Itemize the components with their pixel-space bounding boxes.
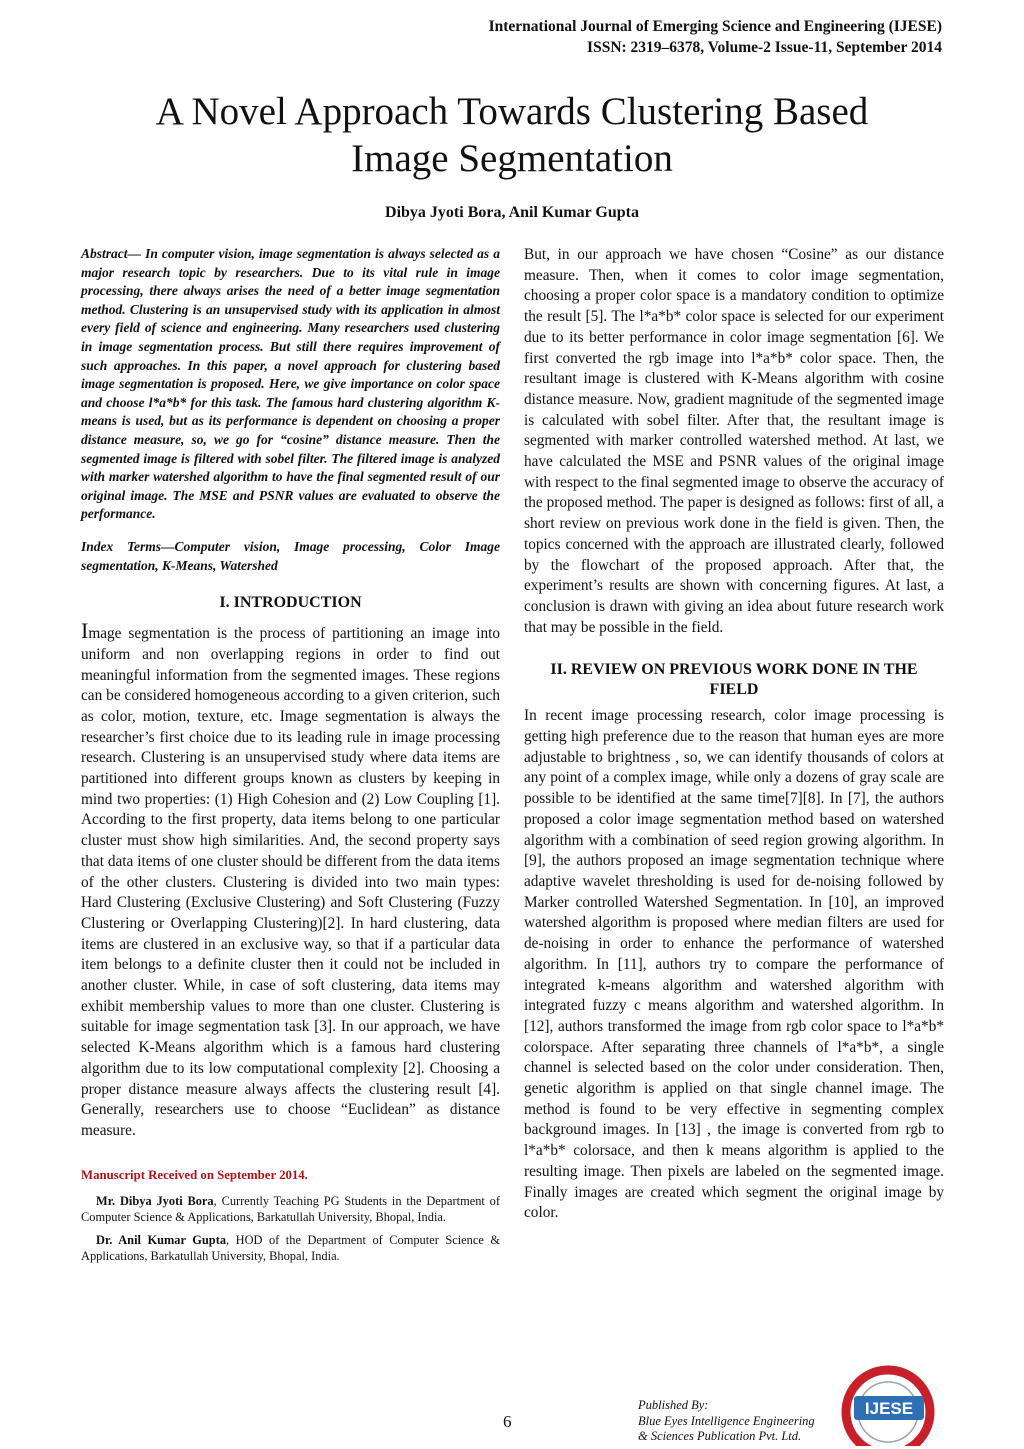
left-column bbox=[81, 245, 500, 1271]
section-1-body bbox=[81, 618, 500, 1142]
publisher-line-1: Blue Eyes Intelligence Engineering bbox=[638, 1413, 815, 1428]
author-2-affiliation: , HOD of the Department of Computer Science & Applications, Barkatullah University, Bhopal, India. bbox=[81, 1232, 500, 1264]
page-number: 6 bbox=[503, 1412, 512, 1431]
published-by-label: Published By: bbox=[638, 1398, 709, 1412]
title-line-1: A Novel Approach Towards Clustering Based bbox=[155, 90, 869, 133]
footnote-author-2 bbox=[81, 1232, 500, 1265]
section-2-body: In recent image processing research, color image processing is getting high preference due to the reason that human eyes are more adjustable to brightness , so, we can identify thousands of colors at any point of a complex image, while only a dozens of gray scale are possible to be identified at the same time[7][8]. In [7], the authors proposed a color image segmentation method based on watershed algorithm with a combination of seed region growing algorithm. In [9], the authors proposed an image segmentation technique where adaptive wavelet thresholding is used for de-noising followed by Marker controlled Watershed Segmentation. In [10], an improved watershed algorithm is proposed where median filters are used for de-noising in order to enhance the performance of watershed algorithm. In [11], authors try to compare the performance of integrated k-means algorithm and watershed algorithm with integrated fuzzy c means algorithm and watershed algorithm. In [12], authors transformed the image from rgb color space to l*a*b* colorspace. After separating three channels of l*a*b*, a single channel is selected based on the color under consideration. Then, genetic algorithm is applied on that single channel image. The method is found to be very effective in segmenting complex background images. In [13] , the image is converted from rgb to l*a*b* colorsace, and then k means algorithm is applied to the resulting image. Then pixels are labeled on the segmented image. Finally images are created which segment the original image by color. bbox=[524, 707, 944, 1222]
section-2-title: II. REVIEW ON PREVIOUS WORK DONE IN THE FIELD bbox=[550, 661, 918, 699]
section-1-continuation: But, in our approach we have chosen “Cosine” as our distance measure. Then, when it comes to color image segmentation, choosing a proper color space is a mandatory condition to optimize the result [5]. The l*a*b* color space is selected for our experiment due to its better performance in color image segmentation [6]. We first converted the rgb image into l*a*b* color space. Then, the resultant image is clustered with K-Means algorithm with cosine distance measure. Now, gradient magnitude of the segmented image is calculated with sobel filter. After that, the resultant image is segmented with marker controlled watershed method. At last, we have calculated the MSE and PSNR values of the original image with respect to the final segmented image to observe the accuracy of the proposed method. The paper is designed as follows: first of all, a short review on previous work done in the field is given. Then, the topics concerned with the approach are illustrated clearly, followed by the flowchart of the proposed approach. After that, the experiment’s results are shown with concerning figures. At last, a conclusion is drawn with giving an idea about future research work that may be possible in the field. bbox=[524, 246, 944, 636]
author-1-affiliation: , Currently Teaching PG Students in the Department of Computer Science & Applications, Barkatullah University, Bhopal, India. bbox=[81, 1193, 500, 1225]
footnote-author-1 bbox=[81, 1193, 500, 1226]
journal-header bbox=[489, 16, 942, 58]
title-line-2: Image Segmentation bbox=[351, 137, 673, 180]
manuscript-received: Manuscript Received on September 2014. bbox=[81, 1167, 308, 1182]
section-1-text: mage segmentation is the process of partitioning an image into uniform and non overlapping regions in order to find out meaningful information from the segmented images. These regions can be considered homogeneous according to a given criterion, such as color, motion, texture, etc. Image segmentation is always the researcher’s first choice due to its leading rule in image processing research. Clustering is an unsupervised study where data items are partitioned into different groups known as clusters by keeping in mind two properties: (1) High Cohesion and (2) Low Coupling [1]. According to the first property, data items belong to one particular cluster must show high similarities. And, the second property says that data items of one cluster should be different from the data items of the other clusters. Clustering is divided into two main types: Hard Clustering (Exclusive Clustering) and Soft Clustering (Fuzzy Clustering or Overlapping Clustering)[2]. In hard clustering, data items are clustered in an exclusive way, so that if a particular data item belongs to a definite cluster then it could not be included in another cluster. While, in case of soft clustering, data items may exhibit membership values to more than one cluster. Clustering is suitable for image segmentation task [3]. In our approach, we have selected K-Means algorithm which is a famous hard clustering algorithm due to its low computational complexity [2]. Choosing a proper distance measure always affects the clustering result [4]. Generally, researchers use to choose “Euclidean” as distance measure. bbox=[81, 625, 500, 1139]
footnotes bbox=[81, 1168, 500, 1265]
publisher-info bbox=[638, 1398, 815, 1445]
authors: Dibya Jyoti Bora, Anil Kumar Gupta bbox=[385, 204, 639, 221]
section-1-title: I. INTRODUCTION bbox=[219, 594, 362, 612]
author-1-name: Mr. Dibya Jyoti Bora bbox=[96, 1193, 214, 1208]
logo-text: IJESE bbox=[864, 1399, 914, 1418]
dropcap: I bbox=[81, 618, 89, 644]
publisher-line-2: & Sciences Publication Pvt. Ltd. bbox=[638, 1429, 802, 1443]
abstract: Abstract— In computer vision, image segmentation is always selected as a major research topic by researchers. Due to its vital rule in image processing, there always arises the need of a better image segmentation method. Clustering is an unsupervised study with its application in almost every field of science and engineering. Many researchers used clustering in image segmentation process. But still there requires improvement of such approaches. In this paper, a novel approach for clustering based image segmentation is proposed. Here, we give importance on color space and choose l*a*b* for this task. The famous hard clustering algorithm K-means is used, but as its performance is dependent on choosing a proper distance measure, so, we go for “cosine” distance measure. Then the segmented image is filtered with sobel filter. The filtered image is analyzed with marker watershed algorithm to have the final segmented result of our original image. The MSE and PSNR values are evaluated to observe the performance. bbox=[81, 246, 500, 522]
journal-issn: ISSN: 2319–6378, Volume-2 Issue-11, September 2014 bbox=[587, 39, 942, 56]
journal-name: International Journal of Emerging Science and Engineering (IJESE) bbox=[488, 18, 942, 35]
ijese-logo-icon bbox=[832, 1362, 944, 1446]
right-column bbox=[524, 245, 944, 1224]
author-2-name: Dr. Anil Kumar Gupta bbox=[96, 1232, 227, 1247]
paper-title bbox=[0, 88, 1024, 182]
index-terms: Index Terms—Computer vision, Image processing, Color Image segmentation, K-Means, Watershed bbox=[81, 538, 500, 573]
